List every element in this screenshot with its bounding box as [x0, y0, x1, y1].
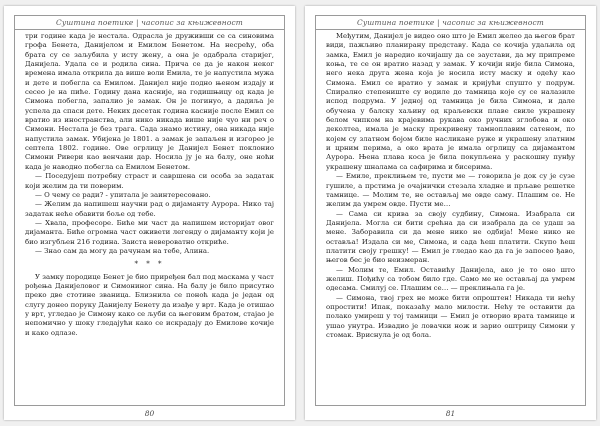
right-page: [305, 6, 596, 420]
scene-separator: * * *: [134, 260, 165, 269]
left-dialog-5: — Знао сам да могу да рачунам на тебе, Алина.: [35, 246, 210, 255]
left-page-number: 80: [144, 409, 155, 418]
left-header-rule: [15, 29, 284, 30]
right-page-frame: [315, 15, 586, 406]
left-dialog-3: — Желим да напишеш научни рад о дијаманту Аурора. Нико тај задатак неће обавити боље од тебе.: [25, 200, 274, 218]
right-dialog-2: — Сама си крива за своју судбину, Симона. Изабрала си Данијела. Могла си бити срећна да си изабрала да се удаш за мене. Заборавила си да мене нико не одбија! Мене нико не оставља! Издала си ме, Симона, и сада ћеш платити. Скупо ћеш платити своју грешку! — Емил је гледао као да га је запосео ђаво, његов бес је био неизмеран.: [326, 209, 575, 265]
right-dialog-1: — Емиле, преклињем те, пусти ме — говорила је док су је сузе гушиле, а прстима је очајнички стезала хладне и прљаве решетке тамнице. — Молим те, не остављај ме овде саму. Плашим се. Не желим да умрем овде. Пусти ме…: [326, 172, 575, 209]
left-paragraph-1: три године када је нестала. Одрасла је друживши се са синовима грофа Бенета, Данијелом и Емилом Бенетом. На несрећу, оба брата су се заљубила у исту жену, а она је одабрала старијег, Данијела. Удала се и родила сина. Прича се да је након неког времена имала открила да више воли Емила, те је напустила мужа и дете и побегла са Емилом. Данијел није подно њеном издају и сесео је на пиће. Годину дана касније, на годишњицу од када је Симона побегла, запалио је замак. Он је погинуо, а дадиља је успела да спаси дете. Неких десетак година касније после Емил се вратио из иностранства, али нико никада више није чуо ни реч о Симони. Нестала је без трага. Сада знамо истину, она никада није напустила замак. Убијена је 1801. а замак је запаљен и изгорео је септела 1802. године. Ове огрлицу је Данијел Бенет поклонио Симони Ривери као венчани дар. Носила ју је на балу, оне ноћи када је наводно побегла са Емилом Бенетом.: [25, 32, 274, 171]
left-dialog-2: — О чему се ради? - упитала је заинтересовано.: [35, 190, 211, 199]
right-dialog-3: — Молим те, Емил. Оставићу Данијела, ако је то оно што желиш. Пођићу са тобом било где. Само ме не остављај да умрем одесама. Смилуј се. Плашим се… — преклињала га је.: [326, 265, 575, 293]
right-page-number: 81: [445, 409, 456, 418]
right-paragraph-1: Међутим, Данијел је видео оно што је Емил желео да његов брат види, пажљиво планирану представу. Када се кочија удаљила од замка, Емил је наредио кочијашу да се заустави, да му припреме коња, те се он вратио назад у замак. У кочији није била Симона, него нека друга жена која је носила исту маску и одећу као Симона. Емил се вратио у замак и кријући спушто у подрум. Спирално степениште су водиле до тамница које су се налазиле испод подрума. У једној од тамница је била Симона, и дале обучена у балску хаљину од краљевски плаве свиле украшену белом чипком на крајевима рукава око ручних зглобова и око деколтеа, имала је маску прекривену тамноплавим сатеном, по којем су златном бојом биле насликане руже и украшену златним и црним перима, а око врата је имала огрлицу са дијамантом Аурора. Њена плава коса је била покупљена у раскошну пунђу украшену шналама са сафирима и бисерима.: [326, 32, 575, 171]
left-page-body: [25, 32, 274, 405]
right-header-rule: [316, 29, 585, 30]
right-dialog-4: — Симона, твој грех не може бити опроштен! Никада ти нећу опростити! Ипак, показаћу мало милости. Нећу те оставити да полако умиреш у тој тамници — Емил је отворио врата тамнице и ушао унутра. Извадио је ловачки нож и зарио оштрицу Симони у стомак. Вриснула је од бола.: [326, 293, 575, 339]
left-page: [4, 6, 295, 420]
left-page-header: Суштина поетике | часопис за књижевност: [55, 18, 244, 27]
left-dialog-1: — Поседујеш потребну страст и савршена си особа за задатак који желим да ти поверим.: [25, 172, 274, 190]
right-page-body: [326, 32, 575, 405]
left-paragraph-after-1: У замку породице Бенет је био приређен бал под маскама у част рођења Данијеловог и Симониног сина. На балу је било присутно преко две стотине званица. Близнила се поноћ када је један од слугу донео поруку Данијелу Бенету да изађе у врт. Када је отишао у врт, угледао је Симону како се љуби са његовим братом, стајао је непомично у шоку гледајући како се искрадају до Емилове кочије и како одлазе.: [25, 272, 274, 337]
left-page-frame: [14, 15, 285, 406]
right-page-header: Суштина поетике | часопис за књижевност: [356, 18, 545, 27]
left-dialog-4: — Хвала, професоре. Биће ми част да напишем историјат овог дијаманта. Биће огромна част оживети легенду о дијаманту који је био изгубљен 216 година. Заиста невероватно откриће.: [25, 218, 274, 246]
